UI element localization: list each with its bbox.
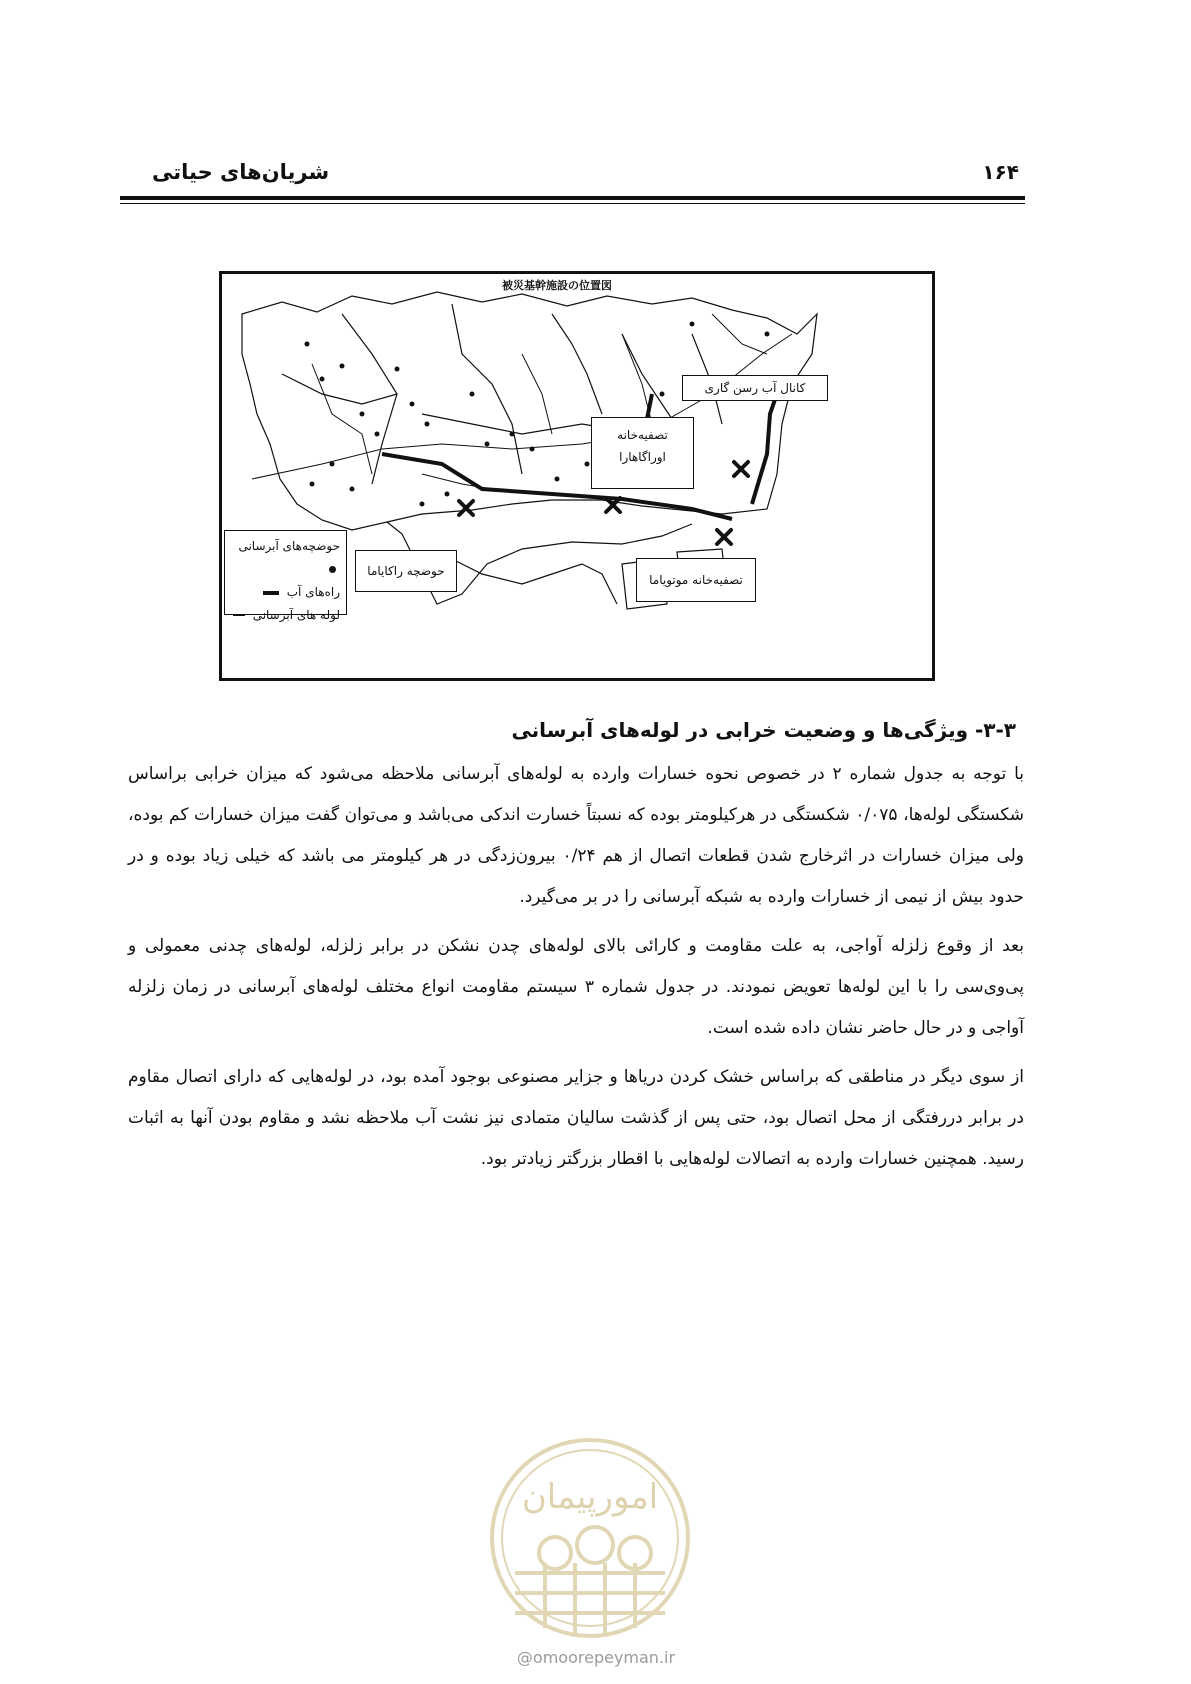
reservoir-dot (375, 432, 380, 437)
reservoir-dot (445, 492, 450, 497)
callout-canal (682, 375, 828, 401)
reservoir-dot (320, 377, 325, 382)
seal-icon (485, 1433, 695, 1643)
thin-line-icon (233, 615, 245, 616)
water-pipe (712, 314, 767, 354)
reservoir-dot (765, 332, 770, 337)
callout-plant-motoyama (636, 558, 756, 602)
reservoir-dot (420, 502, 425, 507)
map-title: 被災基幹施設の位置図 (502, 279, 612, 292)
callout-pond-rakayama (355, 550, 457, 592)
reservoir-dot (485, 442, 490, 447)
reservoir-dot (425, 422, 430, 427)
callout-plant-uragahara (591, 417, 694, 489)
legend-item (231, 581, 340, 604)
callout-canal-label: کانال آب رسن گاری (704, 381, 806, 395)
ward-boundary (552, 314, 602, 414)
header-rule-thin (120, 203, 1025, 204)
ward-boundary (282, 374, 397, 404)
paragraph: بعد از وقوع زلزله آواجی، به علت مقاومت و کارائی بالای لوله‌های چدن نشکن در برابر زلزله، لوله‌های چدنی معمولی و پی‌وی‌سی را با این لوله‌ها تعویض نمودند. در جدول شماره ۳ سیستم مقاومت انواع مختلف لوله‌های آبرسانی در زمان زلزله آواجی و در حال حاضر نشان داده شده است. (128, 936, 1024, 1038)
section-body (128, 710, 1024, 1188)
reservoir-dot (305, 342, 310, 347)
callout-pond-rakayama-label: حوضچه راکایاما (367, 564, 445, 578)
reservoir-dot (395, 367, 400, 372)
coast (452, 559, 617, 604)
damage-mark (459, 501, 473, 515)
water-pipe (522, 354, 552, 434)
watermark-url: @omoorepeyman.ir (516, 1648, 676, 1667)
callout-plant-motoyama-label: تصفیه‌خانه موتویاما (649, 573, 743, 587)
page-number: ۱۶۴ (982, 160, 1019, 184)
reservoir-dot (310, 482, 315, 487)
header-rule (120, 196, 1025, 200)
legend-item (231, 535, 340, 581)
ward-boundary (342, 314, 397, 484)
reservoir-dot (330, 462, 335, 467)
reservoir-dot (350, 487, 355, 492)
legend-aqueducts-label: راه‌های آب (286, 585, 340, 599)
legend-item (231, 604, 340, 627)
paragraph: با توجه به جدول شماره ۲ در خصوص نحوه خسارات وارده به لوله‌های آبرسانی ملاحظه می‌شود که میزان خرابی براساس شکستگی لوله‌ها، ۰/۰۷۵ شکستگی در هرکیلومتر بوده که نسبتاً خسارت اندکی می‌باشد و می‌توان گفت میزان خسارات کم بوده، ولی میزان خسارات در اثرخارج شدن قطعات اتصال از هم ۰/۲۴ بیرون‌زدگی در هر کیلومتر می باشد که خیلی زیاد بوده و در حدود بیش از نیمی از خسارات وارده به شبکه آبرسانی را در بر می‌گیرد. (128, 764, 1024, 907)
reservoir-dot (690, 322, 695, 327)
reservoir-dot (510, 432, 515, 437)
damage-location-map (219, 271, 935, 681)
watermark-seal (485, 1433, 695, 1643)
callout-plant-uragahara-label: تصفیه‌خانه اوراگاهارا (617, 428, 668, 464)
dot-icon (329, 566, 336, 573)
reservoir-dot (360, 412, 365, 417)
damage-mark (734, 462, 748, 476)
reservoir-dot (410, 402, 415, 407)
thick-line-icon (263, 591, 279, 595)
seal-name: امورپیمان (521, 1477, 659, 1517)
section-heading: ۳-۳- ویژگی‌ها و وضعیت خرابی در لوله‌های آبرسانی (511, 718, 1016, 742)
map-legend (224, 530, 347, 622)
legend-pipes-label: لوله های آبرسانی (252, 608, 340, 622)
paragraph: از سوی دیگر در مناطقی که براساس خشک کردن دریاها و جزایر مصنوعی بوجود آمده بود، در لوله‌هایی که دارای اتصال مقاوم در برابر دررفتگی از محل اتصال بود، حتی پس از گذشت سالیان متمادی نیز نشت آب ملاحظه نشد و مقاوم بودن آنها به اثبات رسید. همچنین خسارات وارده به اتصالات لوله‌هایی با اقطار بزرگتر زیادتر بود. (128, 1067, 1024, 1169)
reservoir-dot (585, 462, 590, 467)
reservoir-dot (530, 447, 535, 452)
reservoir-dot (660, 392, 665, 397)
legend-reservoirs-label: حوضچه‌های آبرسانی (238, 539, 340, 553)
reservoir-dot (555, 477, 560, 482)
running-title: شریان‌های حیاتی (152, 160, 330, 184)
water-pipe (252, 334, 792, 479)
reservoir-dot (470, 392, 475, 397)
page-header (120, 152, 1025, 207)
damage-mark (717, 530, 731, 544)
reservoir-dot (340, 364, 345, 369)
